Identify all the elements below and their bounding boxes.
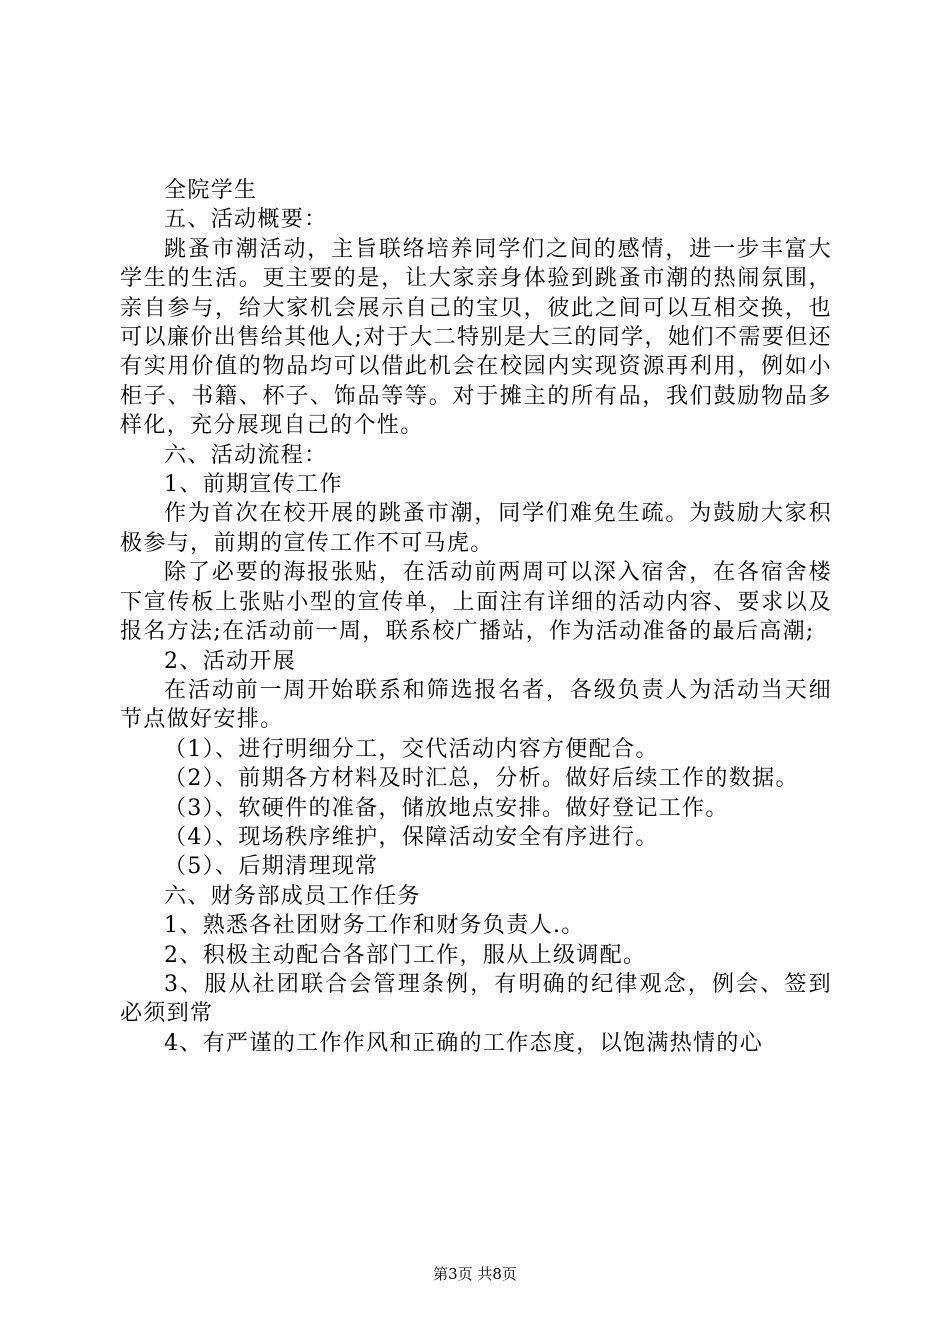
- subsection-heading: 2、活动开展: [164, 648, 297, 674]
- section-heading: 六、财务部成员工作任务: [164, 883, 421, 909]
- list-item: 3、服从社团联合会管理条例，有明确的纪律观念，例会、签到必须到常: [120, 971, 832, 1027]
- paragraph: 在活动前一周开始联系和筛选报名者，各级负责人为活动当天细节点做好安排。: [120, 677, 832, 733]
- section-heading: 五、活动概要：: [164, 207, 328, 233]
- paragraph: 除了必要的海报张贴，在活动前两周可以深入宿舍，在各宿舍楼下宣传板上张贴小型的宣传单，上面注有详细的活动内容、要求以及报名方法;在活动前一周，联系校广播站，作为活动准备的最后高潮;: [120, 560, 832, 645]
- section-heading: 六、活动流程：: [164, 442, 328, 468]
- list-item: （4）、现场秩序维护，保障活动安全有序进行。: [164, 824, 659, 850]
- list-item: （2）、前期各方材料及时汇总，分析。做好后续工作的数据。: [164, 766, 799, 792]
- page-footer: 第3页 共8页: [433, 1265, 517, 1283]
- paragraph: 作为首次在校开展的跳蚤市潮，同学们难免生疏。为鼓励大家积极参与，前期的宣传工作不可马虎。: [120, 501, 832, 556]
- paragraph: 全院学生: [164, 178, 258, 203]
- list-item: （1）、进行明细分工，交代活动内容方便配合。: [164, 736, 659, 762]
- list-item: （3）、软硬件的准备，储放地点安排。做好登记工作。: [164, 795, 729, 821]
- list-item: 1、熟悉各社团财务工作和财务负责人.。: [164, 913, 585, 939]
- list-item: 4、有严谨的工作作风和正确的工作态度，以饱满热情的心: [164, 1030, 764, 1056]
- list-item: （5）、后期清理现常: [164, 854, 379, 880]
- paragraph: 跳蚤市潮活动，主旨联络培养同学们之间的感情，进一步丰富大学生的生活。更主要的是，让大家亲身体验到跳蚤市潮的热闹氛围，亲自参与，给大家机会展示自己的宝贝，彼此之间可以互相交换，也可以廉价出售给其他人;对于大二特别是大三的同学，她们不需要但还有实用价值的物品均可以借此机会在校园内实现资源再利用，例如小柜子、书籍、杯子、饰品等等。对于摊主的所有品，我们鼓励物品多样化，充分展现自己的个性。: [120, 236, 832, 439]
- subsection-heading: 1、前期宣传工作: [164, 472, 343, 498]
- list-item: 2、积极主动配合各部门工作，服从上级调配。: [164, 942, 647, 968]
- document-body: [120, 176, 832, 1058]
